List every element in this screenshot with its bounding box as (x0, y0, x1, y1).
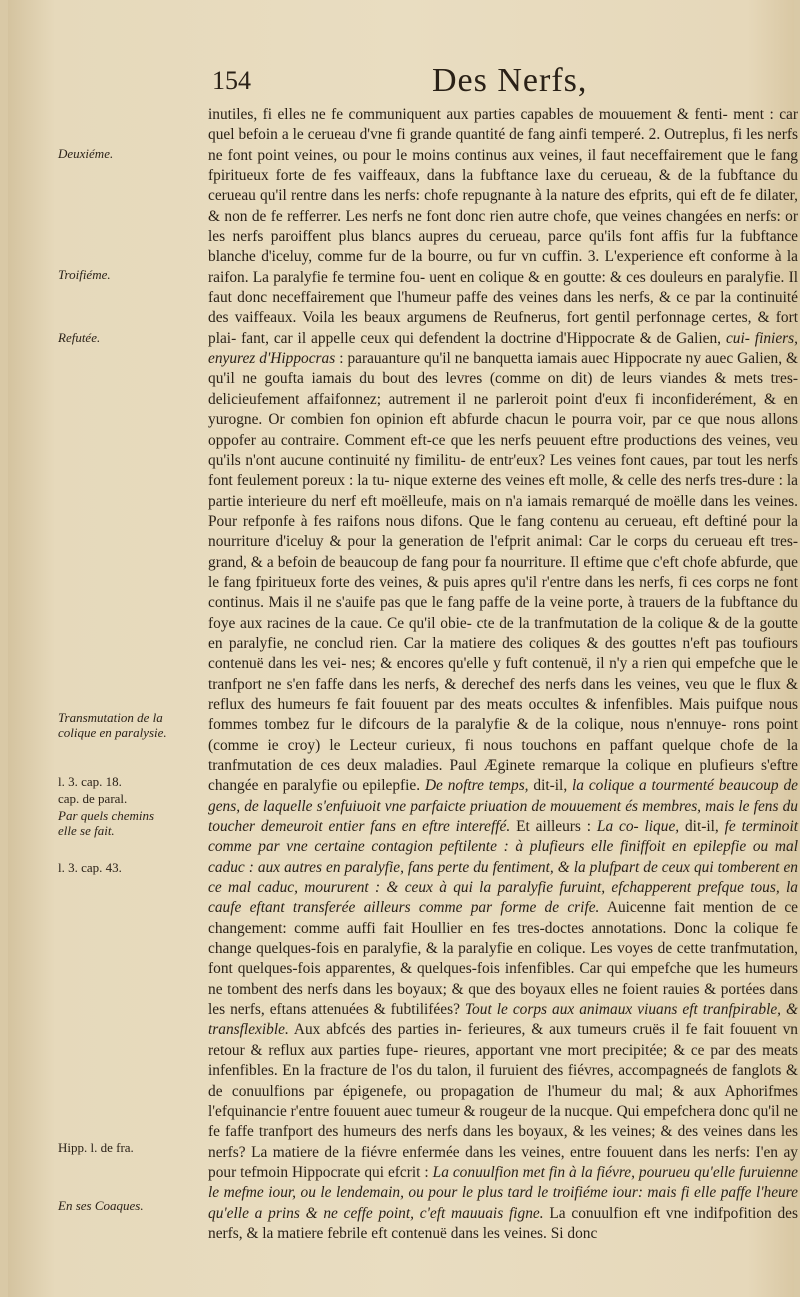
margin-note-transmutation: Transmutation de la colique en paralysie. (58, 710, 167, 740)
text-segment-italic: De noftre temps, (420, 777, 529, 795)
text-segment: : parauanture qu'il ne banquetta iamais auec Hippocrate ny auec Galien, & qu'il ne goufta iamais du bout des levres (comme on dit) de leurs viandes & mets tres-delicieufement affaifonnez; autrement il ne parleroit point d'eux fi inconfiderément, & en yurogne. Or combien fon opinion eft abfurde chacun le pourra voir, par ce que nous allons oppofer au contraire. Comment eft-ce que les nerfs peuuent eftre productions des veines, veu qu'ils n'ont aucune continuité ny fimilitu- de entr'eux? Les veines font caues, par tout les nerfs font feulement poreux : la tu- nique externe des veines eft molle, & celle des nerfs tres-dure : la partie interieure du nerf eft moëlleufe, mais on n'a iamais remarqué de moëlle dans les veines. Pour refponfe à fes raifons nous difons. Que le fang contenu au cerueau, eft deftiné pour la nourriture d'iceluy & pour la generation de l'efprit animal: Car le corps du cerueau eft tres-grand, & a befoin de beaucoup de fang pour fa nourriture. Il eftime que c'eft chofe abfurde, que le fang fpiritueux forte des veines, & puis apres qu'il r'entre dans les nerfs, fi ces corps ne font continus. Mais il ne s'auife pas que le fang paffe de la veine porte, à trauers de la fubftance du foye aux racines de la caue. Ce qu'il obie- cte de la tranfmutation de la colique & de la goutte en paralyfie, ne conclud rien. Car la matiere des coliques & des gouttes n'eft pas toufiours contenuë dans les vei- nes; & encores qu'elle y fuft contenuë, il n'y a rien qui empefche que le tranfport ne s'en faffe dans les nerfs, & derechef des nerfs dans les veines, veu que le flux & reflux des humeurs fe fait fouuent par des meats occultes & infenfibles. Mais puifque nous fommes tombez fur le difcours de la paralyfie & de la colique, nous n'ennuye- rons point (comme ie croy) le Lecteur curieux, fi nous touchons en paffant quelque chofe de la tranfmutation de ces deux maladies. Paul Æginete remarque la colique en plufieurs s'eftre changée en paralyfie ou epilepfie. (208, 350, 798, 795)
text-segment: inutiles, fi elles ne fe communiquent aux parties capables de mouuement & fenti- ment : car quel befoin a le cerueau d'vne fi grande quantité de fang ainfi temperé. 2. Outreplus, fi les nerfs ne font point veines, ou pour le moins continus aux veines, il faut neceffairement que le fang fpiritueux forte de fes vaiffeaux, dans la fubftance laxe du cerueau, & de la fubftance du cerueau qu'il rentre dans les nerfs: chofe repugnante à la nature des efprits, qui eft de fe dilater, & non de fe refferrer. Les nerfs ne font donc rien autre chofe, que veines changées en nerfs: or les nerfs paroiffent plus blancs aupres du cerueau, parce qu'ils font affis fur la fubftance blanche d'iceluy, comme fur de la bourre, ou fur vn cuffin. 3. L'experience eft conforme à la raifon. La paralyfie fe termine fou- uent en colique & en goutte: & ces douleurs en paralyfie. Il faut donc neceffairement que l'humeur paffe des veines dans les nerfs, & ce par la continuité des vaiffeaux. Voila les beaux argumens de Reufnerus, fort gentil perfonnage certes, & fort plai- fant, car il appelle ceux qui defendent la doctrine d'Hippocrate & de Galien, (208, 106, 798, 347)
text-segment-italic: La conuulfion met fin à la fiévre, pourueu qu'elle furuienne le mefme iour, ou le lendemain, ou pour le plus tard le troifiéme iour: mais fi elle paffe l'heure qu'elle a prins & ne ceffe point, c'eft mauuais figne. (208, 1163, 798, 1222)
page-number: 154 (212, 66, 251, 95)
running-title: Des Nerfs, (432, 62, 588, 99)
text-segment-italic: fe terminoit comme par vne certaine contagion peftilente : à plufieurs elle finiffoit en epilepfie ou mal caduc : aux autres en paralyfie, fans perte du fentiment, & la plufpart de ceux qui tomberent en ce mal caduc, moururent : & ceux à qui la paralyfie furuint, efchapperent prefque tous, la caufe eftant transferée ailleurs comme par forme de crife. (208, 818, 799, 917)
margin-note-deuxieme: Deuxiéme. (58, 146, 114, 161)
page-header (212, 62, 732, 106)
margin-note-en-ses-coaques: En ses Coaques. (58, 1198, 144, 1213)
text-segment: dit-il, (528, 777, 568, 795)
text-segment-italic: la colique a tourmenté beaucoup de gens, de laquelle s'enfuiuoit vne parfaicte priuation de mouuement és membres, mais le fens du toucher demeuroit entier fans en eftre intereffé. (208, 777, 798, 836)
text-segment-italic: La co- lique, (591, 818, 680, 836)
text-segment: dit-il, (679, 818, 719, 836)
margin-note-troisieme: Troifiéme. (58, 267, 111, 282)
margin-ref-1: l. 3. cap. 18. (58, 774, 122, 789)
body-text (208, 105, 798, 1244)
text-segment: Auicenne fait mention de ce changement: comme auffi fait Houllier en fes tres-doctes annotations. Donc la colique fe change quelques-fois en paralyfie, & la paralyfie en colique. Les voyes de cette tranfmutation, font quelques-fois apparentes, & quelques-fois infenfibles. Car qui empefche que les humeurs ne tombent des nerfs dans les boyaux; & que des boyaux elles ne foient rauies & portées dans les nerfs, eftans attenuées & fubtilifées? (208, 899, 798, 1019)
margin-note-refutee: Refutée. (58, 330, 101, 345)
margin-ref-2: cap. de paral. (58, 791, 128, 806)
margin-note-quels-chemins: Par quels chemins elle se fait. (58, 808, 155, 838)
text-segment-italic: Tout le corps aux animaux viuans eft tranfpirable, & transflexible. (208, 1001, 799, 1039)
text-segment-italic: cui- finiers, enyurez d'Hippocras (208, 329, 798, 368)
text-segment: Aux abfcés des parties in- ferieures, & aux tumeurs cruës il fe fait fouuent vn retour & reflux aux parties fupe- rieures, apportant vne mort precipitée; & ce par des meats infenfibles. En la fracture de l'os du talon, il furuient des fiévres, accompagneés de fanglots & de conuulfions par épigenefe, ou propagation de l'humeur du mal; & aux Aphorifmes l'efquinancie r'entre fouuent auec tumeur & rougeur de la nucque. Qui empefchera donc qu'il ne fe faffe tranfport des humeurs des nerfs dans les boyaux, & les veines; & des veines dans les nerfs? La matiere de la fiévre enfermée dans les veines, entre fouuent dans les nerfs: I'en ay pour tefmoin Hippocrate qui efcrit : (208, 1021, 798, 1181)
book-page (8, 0, 799, 1297)
margin-ref-3: l. 3. cap. 43. (58, 860, 122, 875)
margin-ref-hipp: Hipp. l. de fra. (58, 1140, 134, 1155)
text-segment: La conuulfion eft vne indifpofition des nerfs, & la matiere febrile eft contenuë dans les veines. Si donc (208, 1204, 798, 1242)
text-segment: Et ailleurs : (510, 818, 592, 836)
